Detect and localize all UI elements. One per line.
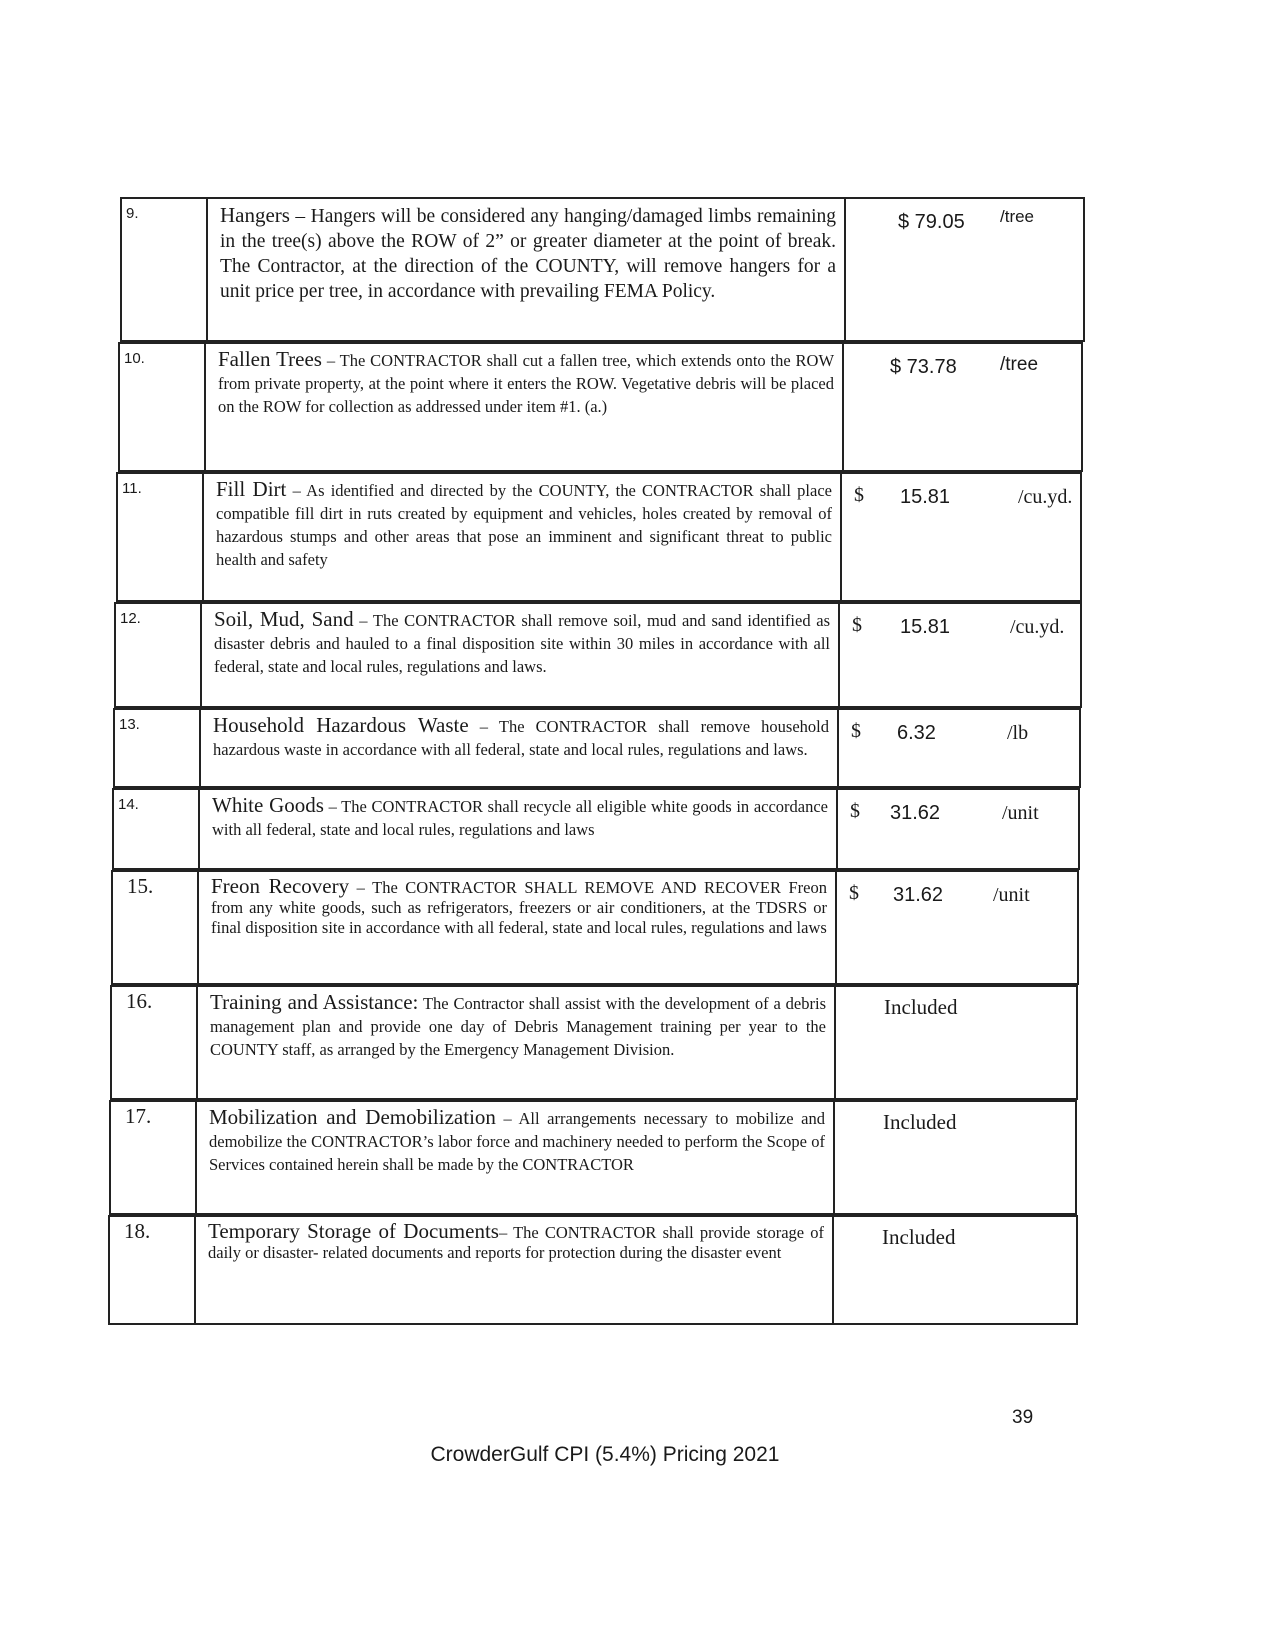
item-unit: /cu.yd. xyxy=(1018,486,1073,508)
item-price xyxy=(835,1102,1075,1213)
item-text: The CONTRACTOR SHALL REMOVE AND RECOVER Freon from any white goods, such as refrigerators, freezers or air conditioners, at the TDSRS or final disposition site in accordance with all federal, state and local rules, regulations and laws xyxy=(211,878,827,937)
item-number: 9. xyxy=(122,199,208,340)
item-description: Soil, Mud, Sand – The CONTRACTOR shall remove soil, mud and sand identified as disaster debris and hauled to a final disposition site within 30 miles in accordance with all federal, state and local rules, regulations and laws. xyxy=(202,604,840,706)
item-amount: 31.62 xyxy=(890,802,941,824)
item-number: 13. xyxy=(115,710,201,786)
item-number: 16. xyxy=(112,987,198,1098)
table-row xyxy=(109,1100,1077,1215)
item-text: The Contractor shall assist with the development of a debris management plan and provide one day of Debris Management training per year to the COUNTY staff, as arranged by the Emergency Management Division. xyxy=(210,994,826,1059)
item-number: 11. xyxy=(118,474,204,600)
item-description: Mobilization and Demobilization – All arrangements necessary to mobilize and demobilize the CONTRACTOR’s labor force and machinery needed to perform the Scope of Services contained herein shall be made by the CONTRACTOR xyxy=(197,1102,835,1213)
item-text: Hangers will be considered any hanging/damaged limbs remaining in the tree(s) above the ROW of 2” or greater diameter at the point of break. The Contractor, at the direction of the COUNTY, will remove hangers for a unit price per tree, in accordance with prevailing FEMA Policy. xyxy=(220,206,837,302)
item-unit: /tree xyxy=(1000,354,1039,375)
item-description: Household Hazardous Waste – The CONTRACTOR shall remove household hazardous waste in accordance with all federal, state and local rules, regulations and laws. xyxy=(201,710,839,786)
table-row xyxy=(111,870,1079,985)
item-description: Fallen Trees – The CONTRACTOR shall cut a fallen tree, which extends onto the ROW from private property, at the point where it enters the ROW. Vegetative debris will be placed on the ROW for collection as addressed under item #1. (a.) xyxy=(206,344,844,470)
item-title: Freon Recovery xyxy=(211,874,350,898)
item-title: White Goods xyxy=(212,793,324,817)
item-title: Household Hazardous Waste xyxy=(213,713,469,737)
item-unit: /unit xyxy=(1002,802,1039,824)
table-row xyxy=(120,197,1085,342)
item-price xyxy=(838,790,1078,868)
item-price xyxy=(846,199,1083,340)
table-row xyxy=(114,602,1082,708)
item-number: 18. xyxy=(110,1217,196,1323)
table-row xyxy=(113,708,1081,788)
item-description: Hangers – Hangers will be considered any hanging/damaged limbs remaining in the tree(s) above the ROW of 2” or greater diameter at the point of break. The Contractor, at the direction of the COUNTY, will remove hangers for a unit price per tree, in accordance with prevailing FEMA Policy. xyxy=(208,199,846,340)
item-price xyxy=(834,1217,1076,1323)
item-price xyxy=(840,604,1080,706)
item-description xyxy=(198,987,836,1098)
item-text: The CONTRACTOR shall cut a fallen tree, which extends onto the ROW from private property, at the point where it enters the ROW. Vegetative debris will be placed on the ROW for collection as addressed under item #1. (a.) xyxy=(218,351,835,416)
item-title: Temporary Storage of Documents xyxy=(208,1219,499,1243)
page-number: 39 xyxy=(1012,1407,1034,1428)
item-text: As identified and directed by the COUNTY, the CONTRACTOR shall place compatible fill dirt in ruts created by equipment and vehicles, holes created by removal of hazardous stumps and other areas that pose an imminent and significant threat to public health and safety xyxy=(216,481,832,569)
item-unit: /cu.yd. xyxy=(1010,616,1065,638)
item-description: Freon Recovery – The CONTRACTOR SHALL REMOVE AND RECOVER Freon from any white goods, such as refrigerators, freezers or air conditioners, at the TDSRS or final disposition site in accordance with all federal, state and local rules, regulations and laws xyxy=(199,872,837,983)
item-unit: /lb xyxy=(1007,722,1029,744)
item-unit: /tree xyxy=(1000,207,1035,226)
item-description: White Goods – The CONTRACTOR shall recycle all eligible white goods in accordance with all federal, state and local rules, regulations and laws xyxy=(200,790,838,868)
item-price xyxy=(844,344,1081,470)
footer-text: CrowderGulf CPI (5.4%) Pricing 2021 xyxy=(430,1443,780,1466)
table-row xyxy=(116,472,1082,602)
item-title: Fallen Trees xyxy=(218,347,322,371)
item-number: 17. xyxy=(111,1102,197,1213)
item-title: Training and Assistance: xyxy=(210,990,419,1014)
item-text: The CONTRACTOR shall recycle all eligible white goods in accordance with all federal, state and local rules, regulations and laws xyxy=(212,797,829,839)
item-unit: /unit xyxy=(993,884,1030,906)
item-currency: $ xyxy=(850,800,860,822)
item-number: 10. xyxy=(120,344,206,470)
item-amount: 15.81 xyxy=(900,486,951,508)
item-text: All arrangements necessary to mobilize and demobilize the CONTRACTOR’s labor force and machinery needed to perform the Scope of Services contained herein shall be made by the CONTRACTOR xyxy=(209,1109,826,1174)
item-currency: $ xyxy=(852,614,862,636)
item-number: 15. xyxy=(113,872,199,983)
table-row xyxy=(112,788,1080,870)
table-row xyxy=(108,1215,1078,1325)
item-amount: $ 73.78 xyxy=(890,356,957,378)
item-included: Included xyxy=(883,1110,957,1134)
item-description: Fill Dirt – As identified and directed by the COUNTY, the CONTRACTOR shall place compatible fill dirt in ruts created by equipment and vehicles, holes created by removal of hazardous stumps and other areas that pose an imminent and significant threat to public health and safety xyxy=(204,474,842,600)
table-row xyxy=(118,342,1083,472)
item-text: The CONTRACTOR shall provide storage of daily or disaster- related documents and reports for protection during the disaster event xyxy=(208,1223,824,1262)
item-amount: $ 79.05 xyxy=(898,211,965,233)
item-included: Included xyxy=(884,995,958,1019)
item-description: Temporary Storage of Documents– The CONTRACTOR shall provide storage of daily or disaster- related documents and reports for protection during the disaster event xyxy=(196,1217,834,1323)
item-amount: 31.62 xyxy=(893,884,944,906)
item-amount: 6.32 xyxy=(897,722,936,744)
table-row xyxy=(110,985,1078,1100)
item-amount: 15.81 xyxy=(900,616,951,638)
item-currency: $ xyxy=(854,484,864,506)
item-title: Soil, Mud, Sand xyxy=(214,607,354,631)
item-title: Fill Dirt xyxy=(216,477,287,501)
item-price xyxy=(842,474,1080,600)
item-currency: $ xyxy=(851,720,861,742)
item-price xyxy=(839,710,1079,786)
item-title: Mobilization and Demobilization xyxy=(209,1105,496,1129)
item-currency: $ xyxy=(849,882,859,904)
item-title: Hangers xyxy=(220,203,290,227)
item-text: The CONTRACTOR shall remove soil, mud and sand identified as disaster debris and hauled to a final disposition site within 30 miles in accordance with all federal, state and local rules, regulations and laws. xyxy=(214,611,830,676)
item-price xyxy=(836,987,1076,1098)
item-included: Included xyxy=(882,1225,956,1249)
item-number: 14. xyxy=(114,790,200,868)
item-number: 12. xyxy=(116,604,202,706)
item-text: The CONTRACTOR shall remove household hazardous waste in accordance with all federal, state and local rules, regulations and laws. xyxy=(213,717,830,759)
item-price xyxy=(837,872,1077,983)
